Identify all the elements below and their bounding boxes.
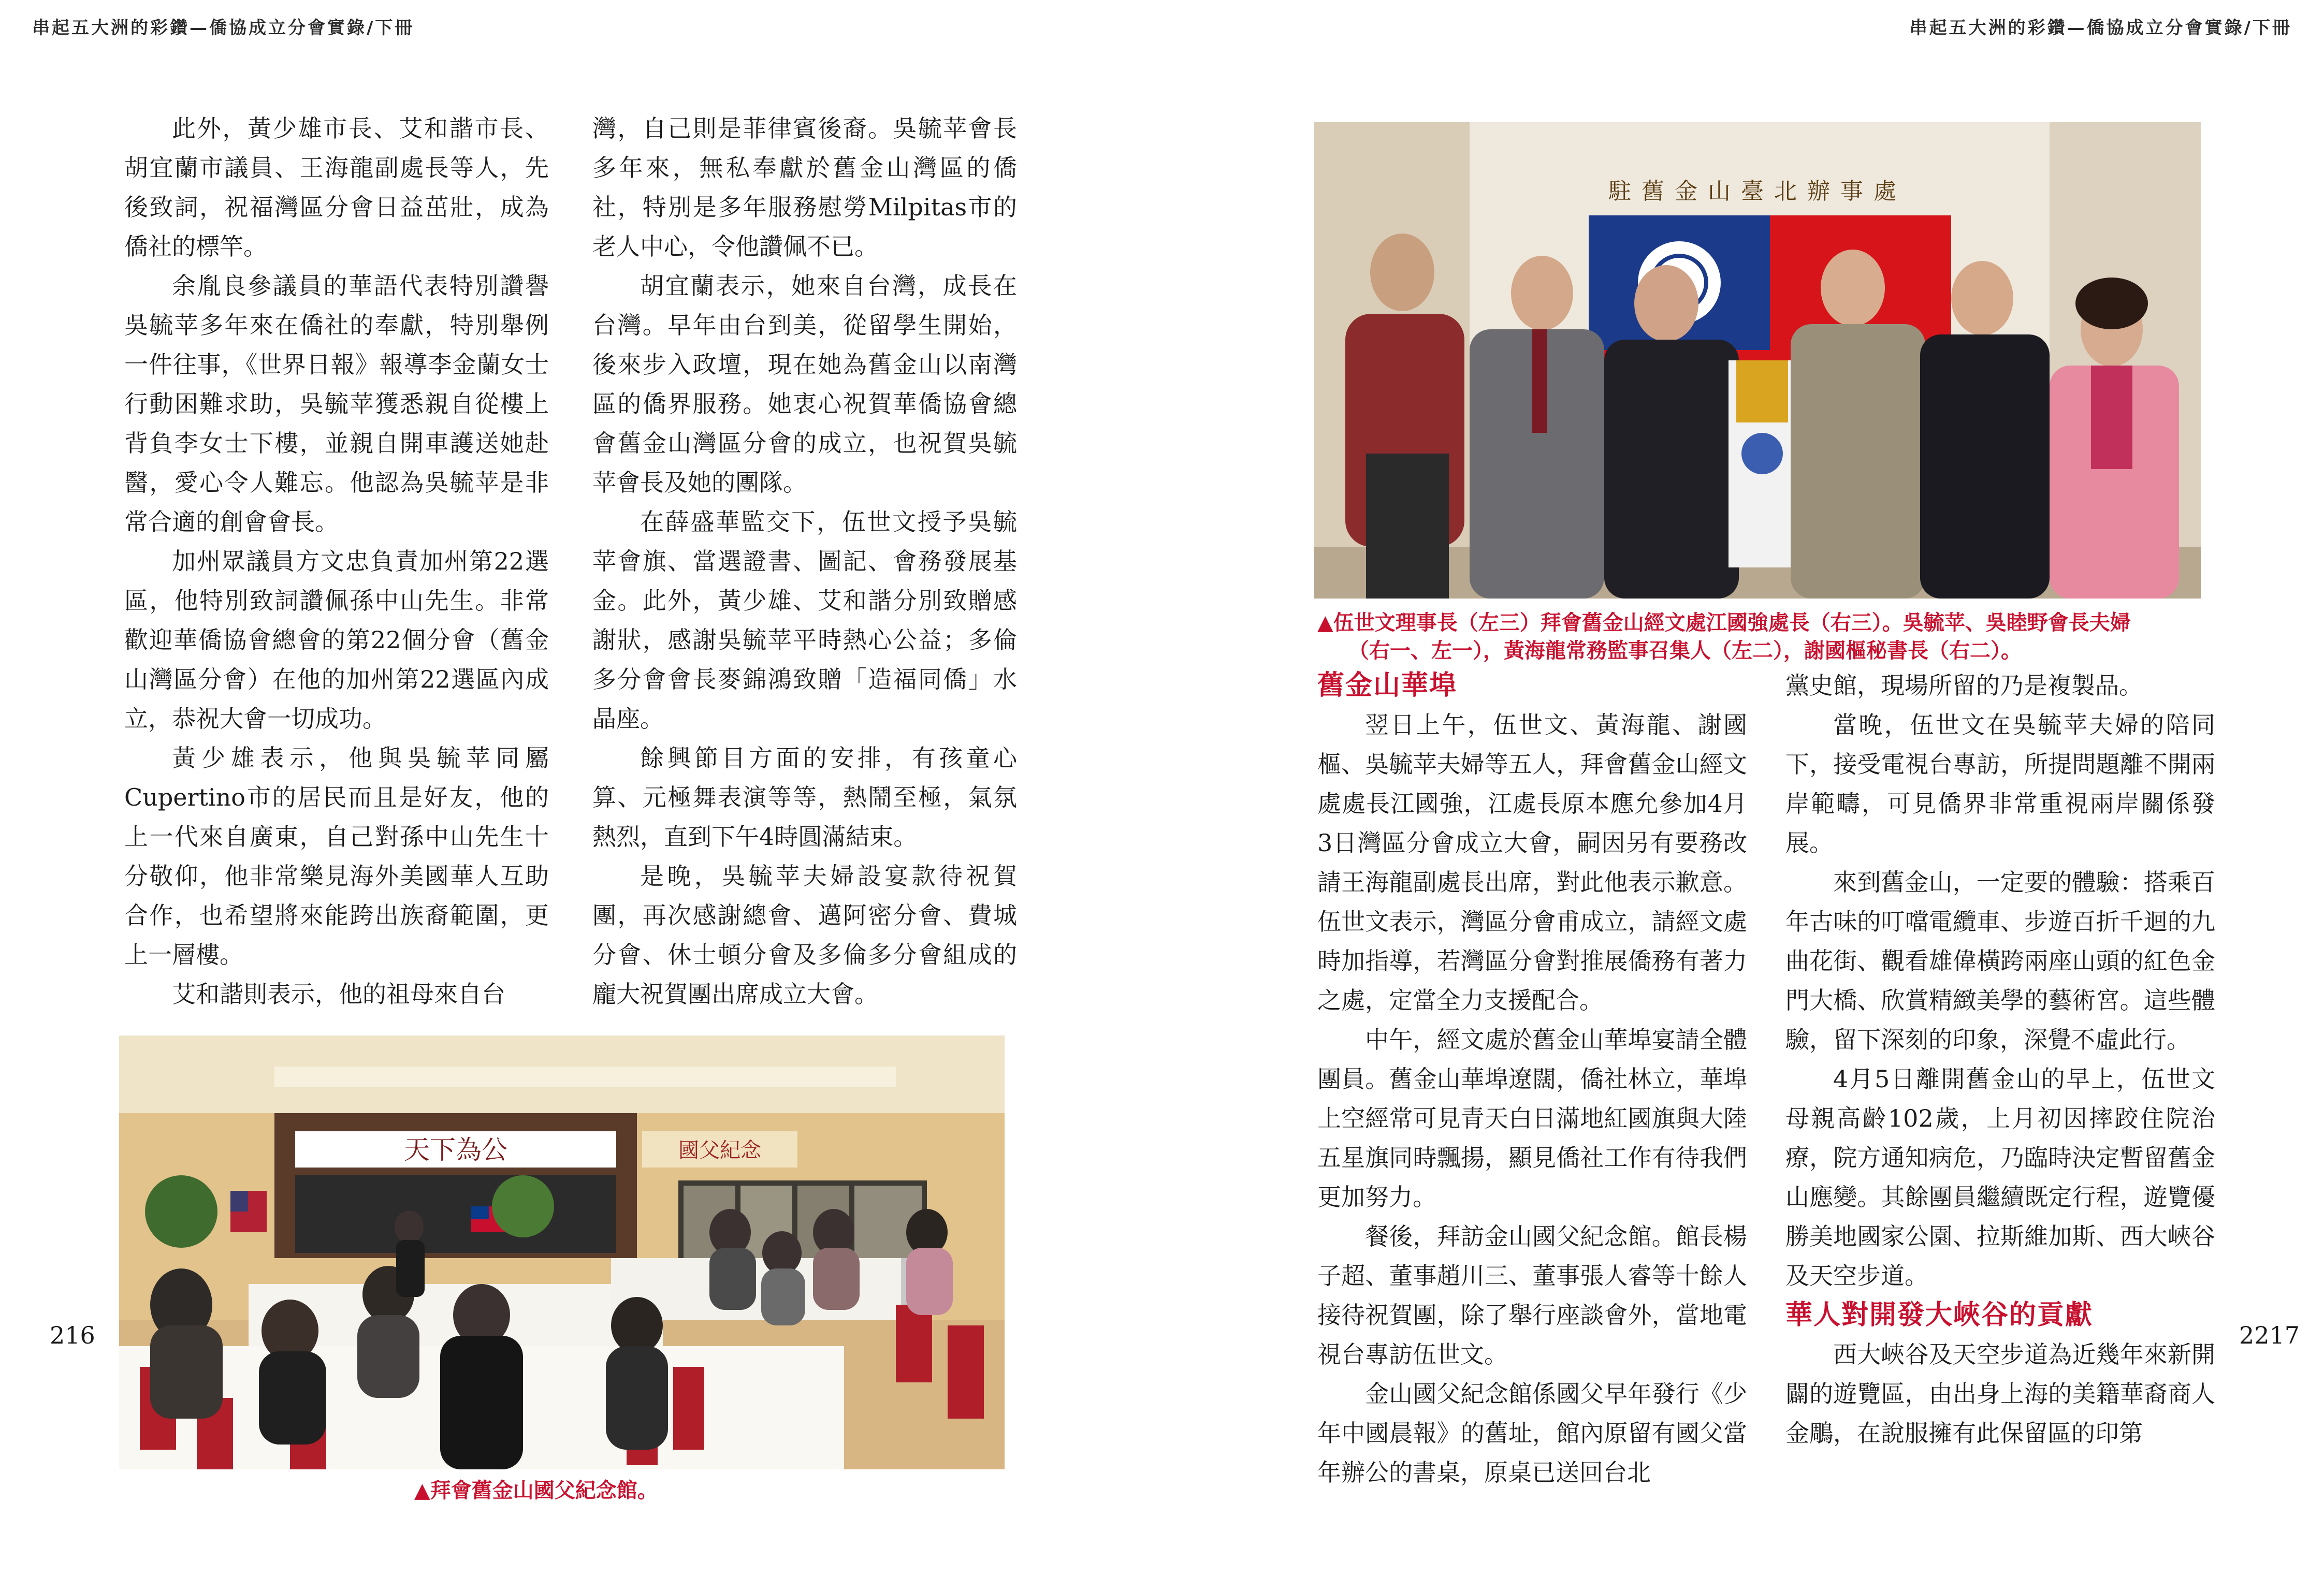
paragraph: 餐後，拜訪金山國父紀念館。館長楊子超、董事趙川三、董事張人睿等十餘人接待祝賀團，除了舉行座談會外，當地電視台專訪伍世文。: [1317, 1222, 1747, 1368]
paragraph: 4月5日離開舊金山的早上，伍世文母親高齡102歲，上月初因摔跤住院治療，院方通知病危，乃臨時決定暫留舊金山應變。其餘團員繼續既定行程，遊覽優勝美地國家公園、拉斯維加斯、西大峽谷及天空步道。: [1785, 1065, 2215, 1290]
right-column-1: [1317, 666, 1747, 1492]
consulate-visit-photo-illustration: [1314, 122, 2201, 599]
paragraph: 黨史館，現場所留的乃是複製品。: [1785, 672, 2143, 699]
hall-banner-text: 天下為公: [404, 1135, 507, 1165]
paragraph: 在薛盛華監交下，伍世文授予吳毓苹會旗、當選證書、圖記、會務發展基金。此外，黃少雄、艾和諧分別致贈感謝狀，感謝吳毓苹平時熱心公益；多倫多分會會長麥錦鴻致贈「造福同僑」水晶座。: [592, 508, 1017, 733]
paragraph: 黃少雄表示，他與吳毓苹同屬Cupertino市的居民而且是好友，他的上一代來自廣東，自己對孫中山先生十分敬仰，他非常樂見海外美國華人互助合作，也希望將來能跨出族裔範圍，更上一層樓。: [124, 744, 549, 969]
right-column-2: [1785, 666, 2215, 1453]
paragraph: 是晚，吳毓苹夫婦設宴款待祝賀團，再次感謝總會、邁阿密分會、費城分會、休士頓分會及多倫多分會組成的龐大祝賀團出席成立大會。: [592, 862, 1017, 1008]
office-sign-text: 駐舊金山臺北辦事處: [1608, 178, 1907, 205]
paragraph: 當晚，伍世文在吳毓苹夫婦的陪同下，接受電視台專訪，所提問題離不開兩岸範疇，可見僑界非常重視兩岸關係發展。: [1785, 711, 2215, 857]
paragraph: 艾和諧則表示，他的祖母來自台: [172, 980, 505, 1008]
paragraph: 餘興節目方面的安排，有孩童心算、元極舞表演等等，熱鬧至極，氣氛熱烈，直到下午4時圓滿結束。: [592, 744, 1017, 851]
left-column-2: [592, 109, 1017, 1014]
memorial-hall-photo: [119, 1035, 1005, 1469]
hall-plaque-text: 國父紀念: [678, 1139, 761, 1162]
caption-line-1: ▲伍世文理事長（左三）拜會舊金山經文處江國強處長（右三）。吳毓苹、吳睦野會長夫婦: [1317, 610, 2131, 635]
caption-line-2: （右一、左一），黃海龍常務監事召集人（左二），謝國樞秘書長（右二）。: [1348, 638, 2022, 663]
running-header-right: 串起五大洲的彩鑽—僑協成立分會實錄/下冊: [1909, 18, 2292, 38]
right-page: [1162, 0, 2324, 1590]
paragraph: 加州眾議員方文忠負責加州第22選區，他特別致詞讚佩孫中山先生。非常歡迎華僑協會總會的第22個分會（舊金山灣區分會）在他的加州第22選區內成立，恭祝大會一切成功。: [124, 547, 549, 733]
paragraph: 翌日上午，伍世文、黃海龍、謝國樞、吳毓苹夫婦等五人，拜會舊金山經文處處長江國強，江處長原本應允參加4月3日灣區分會成立大會，嗣因另有要務改請王海龍副處長出席，對此他表示歉意。伍世文表示，灣區分會甫成立，請經文處時加指導，若灣區分會對推展僑務有著力之處，定當全力支援配合。: [1317, 711, 1747, 1014]
paragraph: 余胤良參議員的華語代表特別讚譽吳毓苹多年來在僑社的奉獻，特別舉例一件往事，《世界日報》報導李金蘭女士行動困難求助，吳毓苹獲悉親自從樓上背負李女士下樓，並親自開車護送她赴醫，愛心令人難忘。他認為吳毓苹是非常合適的創會會長。: [124, 272, 549, 536]
paragraph: 此外，黃少雄市長、艾和諧市長、胡宜蘭市議員、王海龍副處長等人，先後致詞，祝福灣區分會日益茁壯，成為僑社的標竿。: [124, 114, 549, 260]
section-heading-grand-canyon: 華人對開發大峽谷的貢獻: [1785, 1299, 2094, 1331]
page-number-left: 216: [50, 1321, 95, 1349]
paragraph: 金山國父紀念館係國父早年發行《少年中國晨報》的舊址，館內原留有國父當年辦公的書桌，原桌已送回台北: [1317, 1380, 1747, 1486]
paragraph: 中午，經文處於舊金山華埠宴請全體團員。舊金山華埠遼闊，僑社林立，華埠上空經常可見青天白日滿地紅國旗與大陸五星旗同時飄揚，顯見僑社工作有待我們更加努力。: [1317, 1026, 1747, 1211]
page-number-right: 2217: [2239, 1321, 2300, 1349]
paragraph: 來到舊金山，一定要的體驗：搭乘百年古味的叮噹電纜車、步遊百折千迴的九曲花街、觀看雄偉橫跨兩座山頭的紅色金門大橋、欣賞精緻美學的藝術宮。這些體驗，留下深刻的印象，深覺不虛此行。: [1785, 868, 2215, 1054]
running-header-left: 串起五大洲的彩鑽—僑協成立分會實錄/下冊: [32, 18, 415, 38]
memorial-hall-photo-caption: ▲拜會舊金山國父紀念館。: [414, 1478, 658, 1503]
paragraph: 灣，自己則是菲律賓後裔。吳毓苹會長多年來，無私奉獻於舊金山灣區的僑社，特別是多年服務慰勞Milpitas市的老人中心，令他讚佩不已。: [592, 114, 1017, 260]
consulate-visit-photo: [1314, 122, 2201, 599]
consulate-photo-caption: [1317, 609, 2229, 665]
left-column-1: [124, 109, 549, 1014]
section-heading-chinatown: 舊金山華埠: [1317, 669, 1458, 701]
paragraph: 胡宜蘭表示，她來自台灣，成長在台灣。早年由台到美，從留學生開始，後來步入政壇，現在她為舊金山以南灣區的僑界服務。她衷心祝賀華僑協會總會舊金山灣區分會的成立，也祝賀吳毓苹會長及她的團隊。: [592, 272, 1017, 497]
memorial-hall-photo-illustration: [119, 1035, 1005, 1469]
paragraph: 西大峽谷及天空步道為近幾年來新開闢的遊覽區，由出身上海的美籍華裔商人金鵰，在說服擁有此保留區的印第: [1785, 1340, 2215, 1447]
